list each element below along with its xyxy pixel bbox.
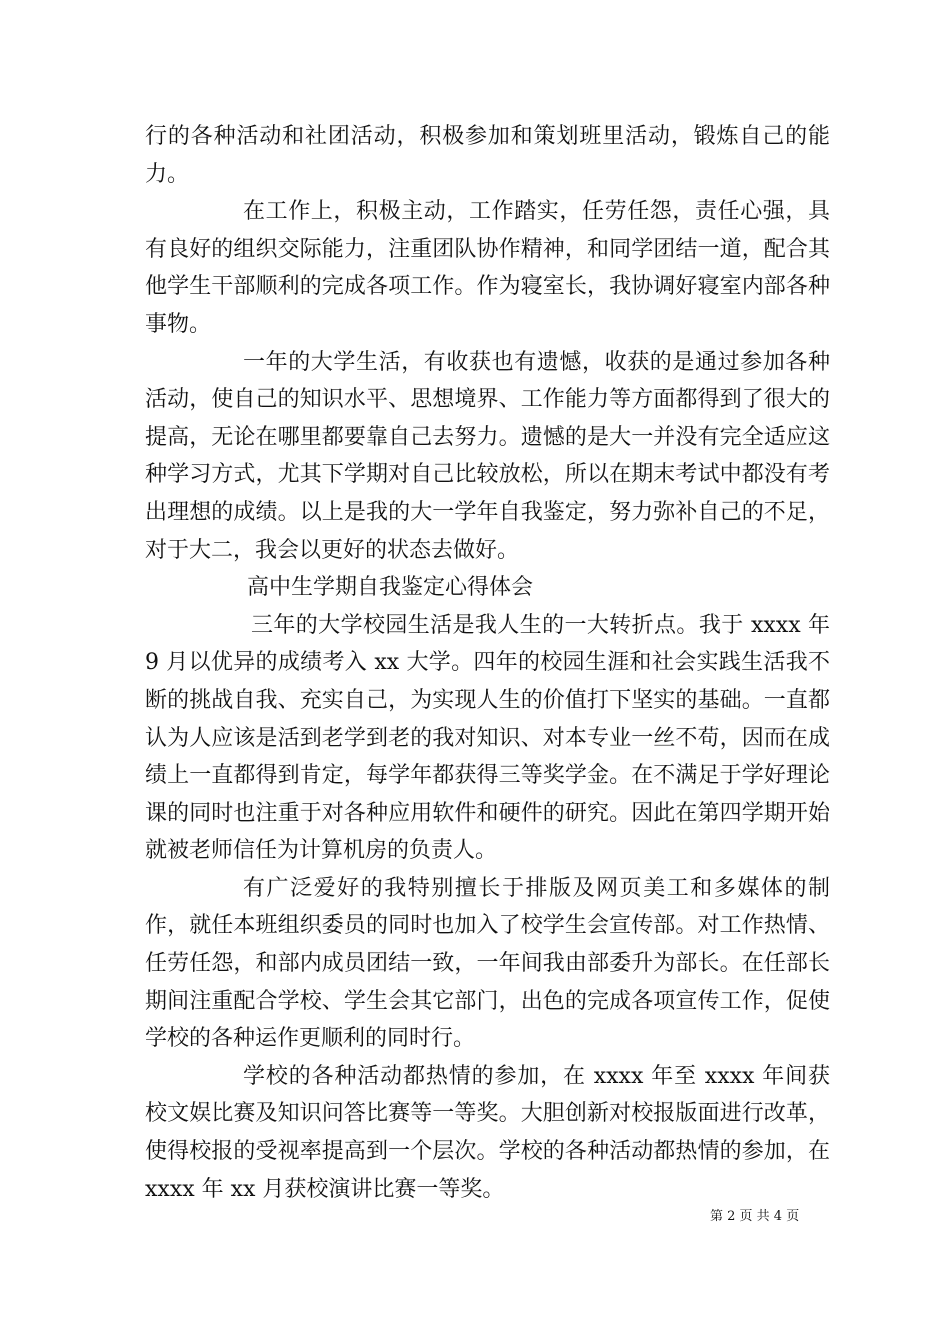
paragraph-campus-life: 三年的大学校园生活是我人生的一大转折点。我于 xxxx 年 9 月以优异的成绩考入 xx 大学。四年的校园生涯和社会实践生活我不断的挑战自我、充实自己，为实现人生的价值打下坚实的基础。一直都认为人应该是活到老学到老的我对知识、对本专业一丝不苟，因而在成绩上一直都得到肯定，每学年都获得三等奖学金。在不满足于学好理论课的同时也注重于对各种应用软件和硬件的研究。因此在第四学期开始就被老师信任为计算机房的负责人。 — [145, 612, 830, 864]
paragraph-year-summary: 一年的大学生活，有收获也有遗憾，收获的是通过参加各种活动，使自己的知识水平、思想境界、工作能力等方面都得到了很大的提高，无论在哪里都要靠自己去努力。遗憾的是大一并没有完全适应这种学习方式，尤其下学期对自己比较放松，所以在期末考试中都没有考出理想的成绩。以上是我的大一学年自我鉴定，努力弥补自己的不足，对于大二，我会以更好的状态去做好。 — [145, 349, 830, 563]
paragraph-continuation: 行的各种活动和社团活动，积极参加和策划班里活动，锻炼自己的能力。 — [145, 124, 830, 187]
page-number: 第 2 页 共 4 页 — [710, 1209, 800, 1224]
document-body — [145, 118, 830, 1208]
paragraph-activities: 学校的各种活动都热情的参加，在 xxxx 年至 xxxx 年间获校文娱比赛及知识问答比赛等一等奖。大胆创新对校报版面进行改革，使得校报的受视率提高到一个层次。学校的各种活动都热情的参加，在 xxxx 年 xx 月获校演讲比赛一等奖。 — [145, 1063, 830, 1202]
paragraph-hobbies: 有广泛爱好的我特别擅长于排版及网页美工和多媒体的制作，就任本班组织委员的同时也加入了校学生会宣传部。对工作热情、任劳任怨，和部内成员团结一致，一年间我由部委升为部长。在任部长期间注重配合学校、学生会其它部门，出色的完成各项宣传工作，促使学校的各种运作更顺利的同时行。 — [145, 875, 830, 1052]
section-title: 高中生学期自我鉴定心得体会 — [247, 575, 534, 601]
paragraph-work: 在工作上，积极主动，工作踏实，任劳任怨，责任心强，具有良好的组织交际能力，注重团队协作精神，和同学团结一道，配合其他学生干部顺利的完成各项工作。作为寝室长，我协调好寝室内部各种事物。 — [145, 199, 830, 337]
